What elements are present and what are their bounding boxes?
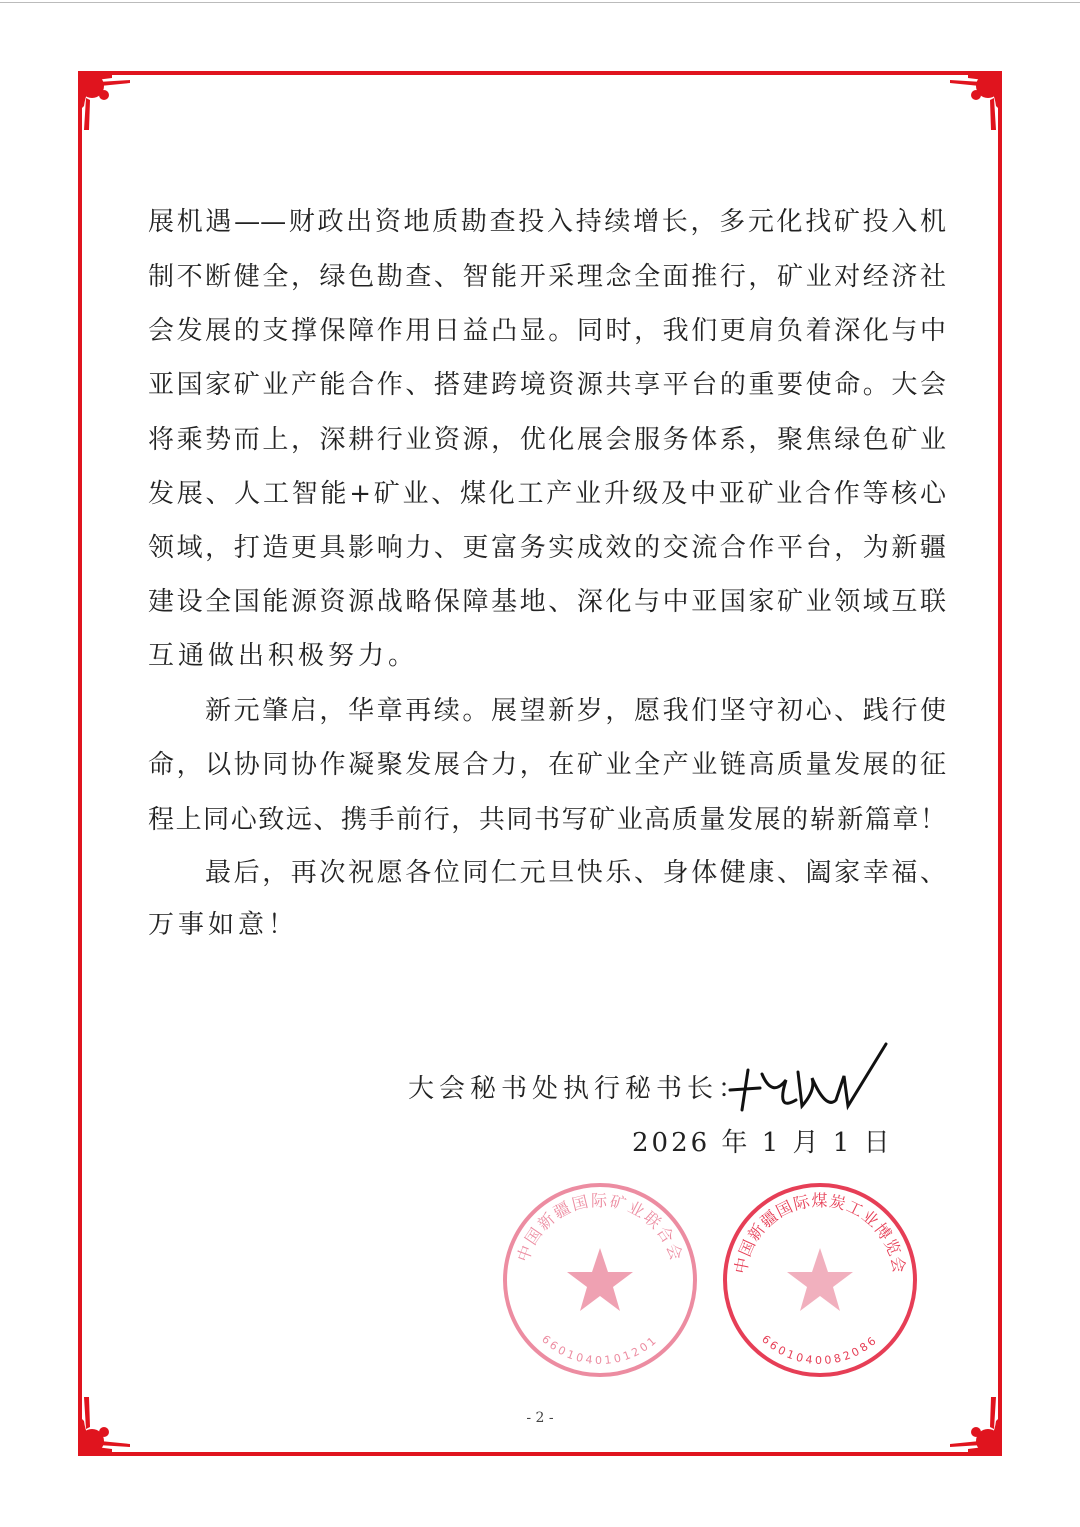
body-line: 命，以协同协作凝聚发展合力，在矿业全产业链高质量发展的征: [148, 750, 946, 780]
handwritten-signature: [730, 1044, 886, 1110]
seal-text: 中国新疆国际矿业联合会: [513, 1191, 687, 1265]
body-line: 新元肇启，华章再续。展望新岁，愿我们坚守初心、践行使: [205, 696, 946, 726]
seal-right: [725, 1185, 915, 1375]
body-line: 展机遇——财政出资地质勘查投入持续增长，多元化找矿投入机: [148, 207, 946, 237]
body-line: 最后，再次祝愿各位同仁元旦快乐、身体健康、阖家幸福、: [205, 858, 946, 888]
signatory-title: 大会秘书处执行秘书长：: [408, 1074, 750, 1104]
body-line: 程上同心致远、携手前行，共同书写矿业高质量发展的崭新篇章！: [148, 805, 946, 835]
body-line: 领域，打造更具影响力、更富务实成效的交流合作平台，为新疆: [148, 533, 946, 563]
body-line: 将乘势而上，深耕行业资源，优化展会服务体系，聚焦绿色矿业: [148, 425, 946, 455]
body-line: 制不断健全，绿色勘查、智能开采理念全面推行，矿业对经济社: [148, 262, 946, 292]
svg-text:6601040101201: [539, 1333, 661, 1367]
body-line: 亚国家矿业产能合作、搭建跨境资源共享平台的重要使命。大会: [148, 370, 946, 400]
body-line: 建设全国能源资源战略保障基地、深化与中亚国家矿业领域互联: [148, 587, 946, 617]
seal-number: 6601040101201: [539, 1332, 661, 1367]
svg-text:6601040082086: [759, 1333, 881, 1367]
seal-left: [505, 1185, 695, 1375]
seal-number: 6601040082086: [759, 1332, 881, 1367]
body-line: 会发展的支撑保障作用日益凸显。同时，我们更肩负着深化与中: [148, 316, 946, 346]
body-line: 互通做出积极努力。: [148, 641, 419, 671]
signature-date: 2026 年 1 月 1 日: [632, 1128, 893, 1158]
seal-text: 中国新疆国际煤炭工业博览会: [730, 1191, 910, 1276]
body-line: 万事如意！: [148, 910, 299, 940]
page-number: - 2 -: [526, 1410, 554, 1426]
body-line: 发展、人工智能+矿业、煤化工产业升级及中亚矿业合作等核心: [148, 479, 946, 509]
